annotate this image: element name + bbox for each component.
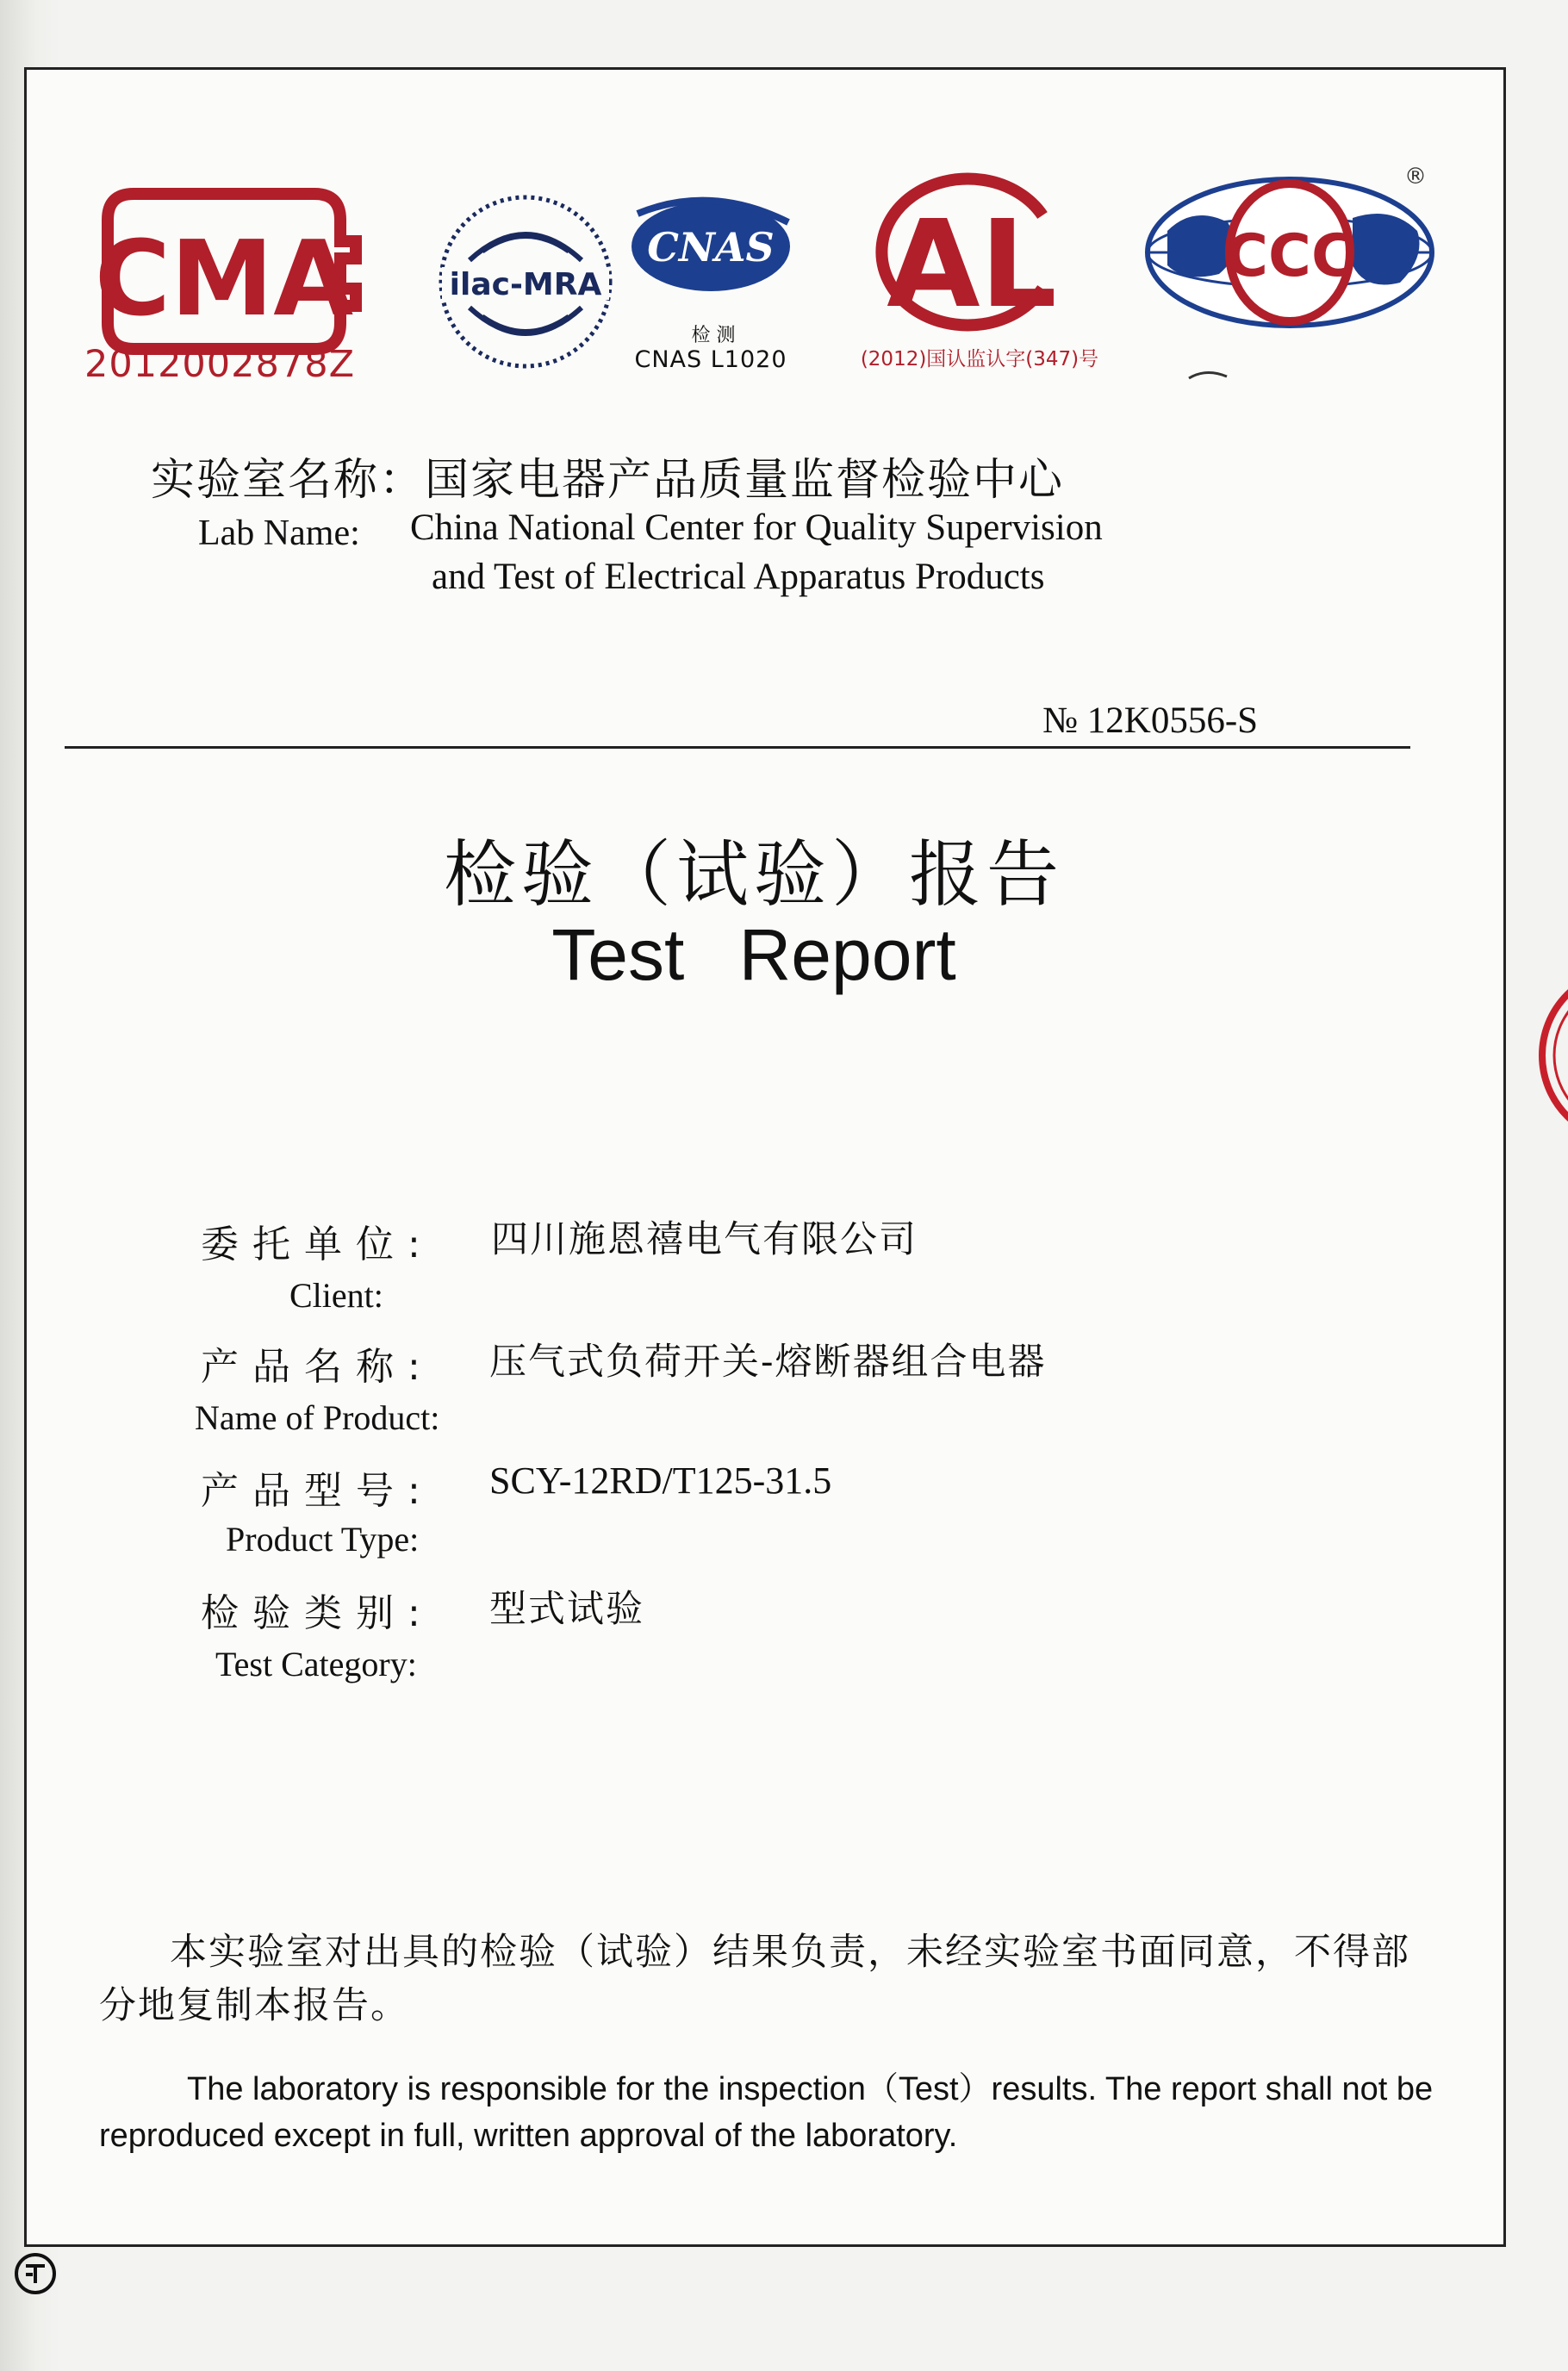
lab-name-en-line1: China National Center for Quality Supervision	[410, 507, 1103, 548]
ccc-globe-logo	[1142, 171, 1439, 334]
ccc-text: CCC	[1225, 222, 1354, 290]
lab-name-label-en: Lab Name:	[198, 513, 360, 553]
cnas-code: CNAS L1020	[634, 346, 787, 373]
cal-text: AL	[887, 195, 1057, 335]
cal-code: (2012)国认监认字(347)号	[860, 348, 1099, 370]
lab-name-cn: 实验室名称：国家电器产品质量监督检验中心	[151, 455, 1065, 506]
ilac-mra-logo	[435, 191, 616, 372]
product-name-label-en: Name of Product:	[195, 1398, 440, 1437]
product-name-value: 压气式负荷开关-熔断器组合电器	[489, 1341, 1047, 1384]
pen-stroke-mark	[1187, 366, 1230, 383]
cma-text: CMA	[94, 220, 354, 339]
client-label-en: Client:	[289, 1276, 383, 1315]
lab-name-en-line2: and Test of Electrical Apparatus Products	[432, 557, 1045, 597]
ilac-text: ilac-MRA	[449, 267, 602, 302]
cnas-text: CNAS	[647, 224, 775, 271]
test-category-label-cn: 检验类别:	[201, 1591, 434, 1635]
report-number: № 12K0556-S	[1042, 700, 1259, 741]
product-type-value: SCY-12RD/T125-31.5	[489, 1459, 832, 1502]
registered-mark: ®	[1404, 164, 1427, 190]
cnas-subtitle: 检 测	[691, 325, 736, 346]
statement-en: The laboratory is responsible for the inspection（Test）results. The report shall not be reproduced except in full, written approval of the laboratory.	[99, 2071, 1434, 2154]
red-seal-partial	[1534, 952, 1568, 1159]
test-category-label-en: Test Category:	[215, 1645, 417, 1683]
product-name-label-cn: 产品名称:	[201, 1345, 434, 1389]
corner-stamp-icon	[12, 2250, 59, 2297]
product-type-label-en: Product Type:	[226, 1520, 420, 1559]
product-type-label-cn: 产品型号:	[201, 1469, 434, 1513]
client-value: 四川施恩禧电气有限公司	[491, 1218, 918, 1261]
client-label-cn: 委托单位:	[201, 1223, 434, 1266]
document-frame	[24, 67, 1506, 2247]
cma-code: 2012002878Z	[84, 343, 356, 386]
report-title-en: Test Report	[551, 914, 956, 995]
test-category-value: 型式试验	[489, 1588, 644, 1631]
statement-cn: 本实验室对出具的检验（试验）结果负责，未经实验室书面同意，不得部分地复制本报告。	[99, 1931, 1410, 2027]
report-title-cn: 检验（试验）报告	[443, 832, 1064, 917]
cnas-logo	[620, 188, 801, 308]
cal-logo	[870, 168, 1077, 336]
header-rule	[65, 746, 1410, 749]
